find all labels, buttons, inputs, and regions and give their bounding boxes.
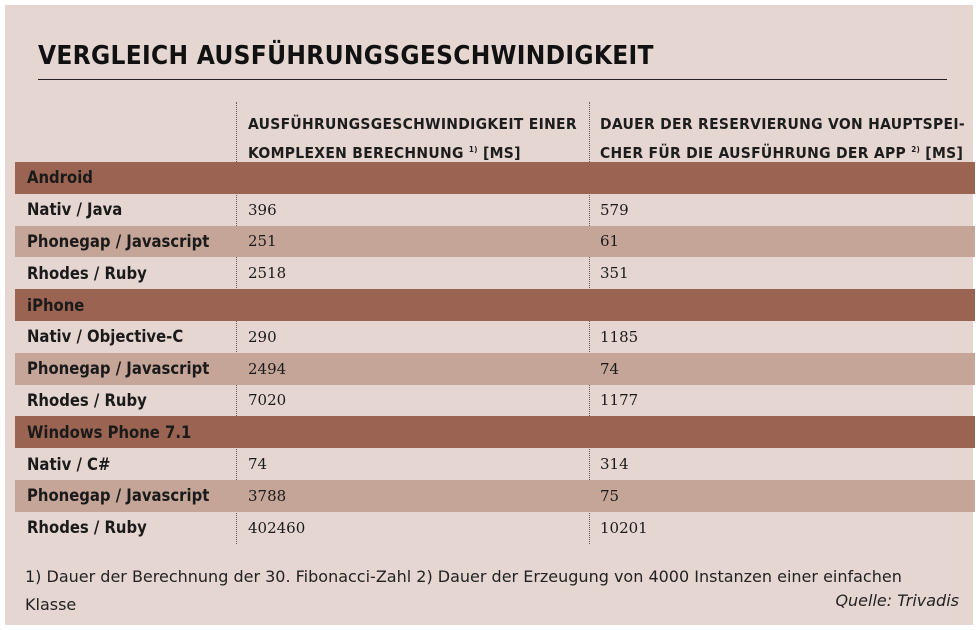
chart-title: VERGLEICH AUSFÜHRUNGSGESCHWINDIGKEIT	[38, 41, 654, 71]
memory-value: 10201	[600, 518, 648, 537]
group-row	[15, 416, 975, 448]
row-label: Nativ / Java	[27, 200, 123, 220]
row-label: Phonegap / Javascript	[27, 359, 210, 379]
speed-value: 74	[248, 455, 268, 474]
memory-value: 579	[600, 200, 629, 219]
title-rule	[38, 79, 947, 80]
column-header-speed-note: 1)	[468, 145, 478, 154]
memory-value: 314	[600, 455, 629, 474]
memory-value: 61	[600, 232, 620, 251]
row-label: Phonegap / Javascript	[27, 231, 210, 251]
table-body	[15, 162, 975, 544]
speed-value: 251	[248, 232, 277, 251]
column-header-speed-text: AUSFÜHRUNGSGESCHWINDIGKEIT EINER KOMPLEXEN BERECHNUNG	[248, 115, 577, 162]
row-label: Phonegap / Javascript	[27, 486, 210, 506]
column-header-speed	[248, 112, 588, 166]
group-label: Windows Phone 7.1	[27, 422, 192, 442]
column-header-memory-note: 2)	[911, 145, 921, 154]
speed-value: 7020	[248, 391, 287, 410]
table-row	[15, 353, 975, 385]
group-label: Android	[27, 168, 93, 188]
column-header-speed-unit: [MS]	[482, 144, 521, 162]
group-row	[15, 289, 975, 321]
table-row	[15, 226, 975, 258]
footnote: 1) Dauer der Berechnung der 30. Fibonacci-Zahl 2) Dauer der Erzeugung von 4000 Instanzen einer einfachen Klasse	[25, 567, 902, 614]
group-row	[15, 162, 975, 194]
speed-value: 2494	[248, 359, 287, 378]
row-label: Nativ / Objective-C	[27, 327, 184, 347]
table-row	[15, 321, 975, 353]
speed-value: 396	[248, 200, 277, 219]
table-row	[15, 448, 975, 480]
speed-value: 3788	[248, 486, 287, 505]
table-row	[15, 385, 975, 417]
memory-value: 74	[600, 359, 620, 378]
row-label: Rhodes / Ruby	[27, 390, 147, 410]
row-label: Rhodes / Ruby	[27, 518, 147, 538]
speed-value: 2518	[248, 264, 287, 283]
memory-value: 1185	[600, 327, 639, 346]
memory-value: 351	[600, 264, 629, 283]
column-header-memory-text: DAUER DER RESERVIERUNG VON HAUPTSPEI-CHER FÜR DIE AUSFÜHRUNG DER APP	[600, 115, 965, 162]
column-header-memory	[600, 112, 970, 166]
memory-value: 1177	[600, 391, 639, 410]
table-row	[15, 194, 975, 226]
memory-value: 75	[600, 486, 620, 505]
chart-frame	[5, 5, 973, 625]
speed-value: 290	[248, 327, 277, 346]
data-table	[15, 102, 975, 544]
row-label: Nativ / C#	[27, 454, 111, 474]
speed-value: 402460	[248, 518, 306, 537]
table-row	[15, 480, 975, 512]
group-label: iPhone	[27, 295, 85, 315]
column-header-memory-unit: [MS]	[925, 144, 964, 162]
table-row	[15, 257, 975, 289]
table-row	[15, 512, 975, 544]
row-label: Rhodes / Ruby	[27, 263, 147, 283]
table-header	[15, 102, 975, 162]
source-credit: Quelle: Trivadis	[835, 591, 959, 610]
